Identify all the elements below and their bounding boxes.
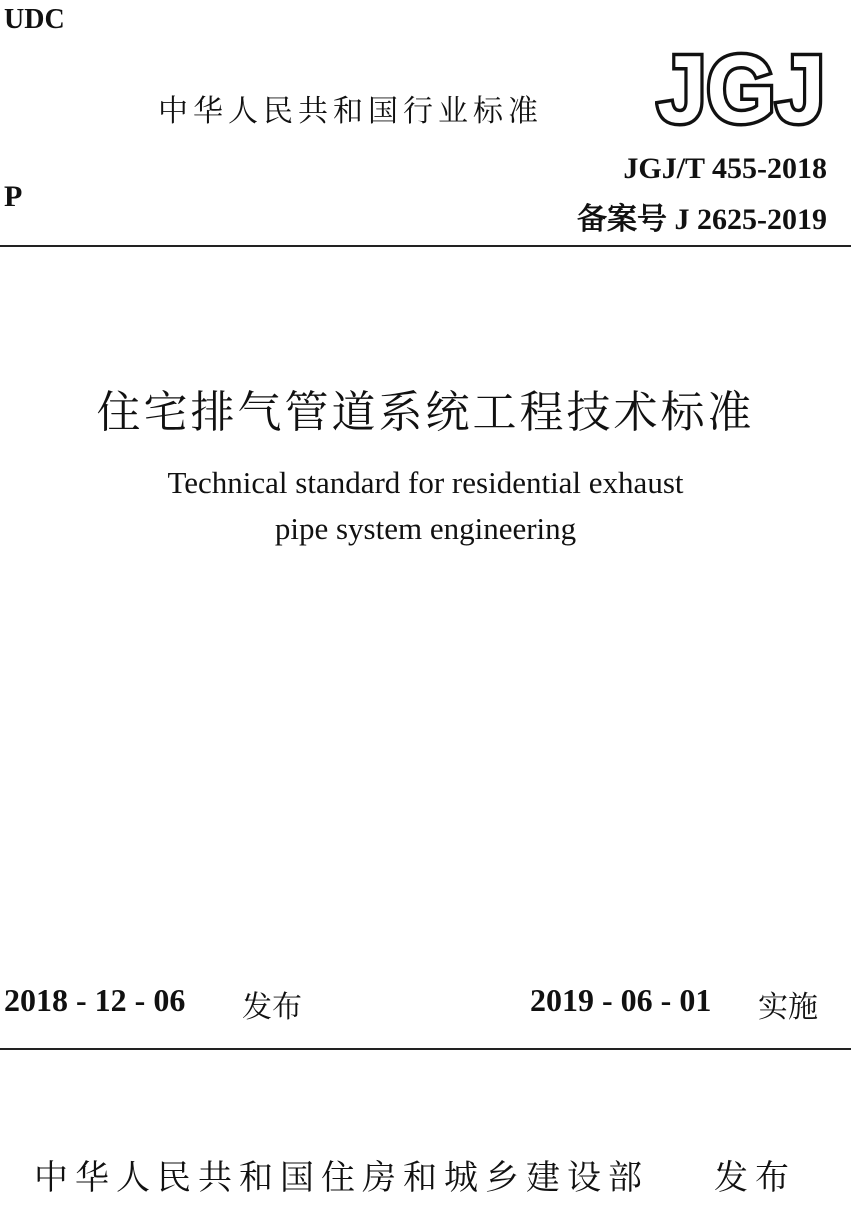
record-number: 备案号 J 2625-2019 — [577, 203, 827, 236]
issue-label: 发布 — [242, 990, 302, 1025]
implement-label: 实施 — [758, 990, 818, 1025]
implement-date: 2019 - 06 - 01 — [530, 982, 712, 1018]
issue-date: 2018 - 12 - 06 — [4, 982, 186, 1018]
title-chinese: 住宅排气管道系统工程技术标准 — [96, 387, 755, 438]
title-english-line1: Technical standard for residential exhaust — [167, 465, 684, 500]
title-english — [0, 460, 851, 552]
jgj-logo — [655, 38, 827, 130]
title-english-line2: pipe system engineering — [274, 511, 577, 546]
dates-divider — [0, 1048, 851, 1050]
standard-type: 中华人民共和国行业标准 — [158, 94, 543, 129]
publish-label: 发布 — [714, 1158, 796, 1198]
logo-text: JGJ — [657, 38, 825, 130]
publisher: 中华人民共和国住房和城乡建设部 — [34, 1158, 649, 1198]
standard-code: JGJ/T 455-2018 — [623, 152, 827, 185]
udc-label: UDC — [4, 4, 65, 35]
classification-label: P — [4, 180, 23, 213]
header-divider — [0, 245, 851, 247]
